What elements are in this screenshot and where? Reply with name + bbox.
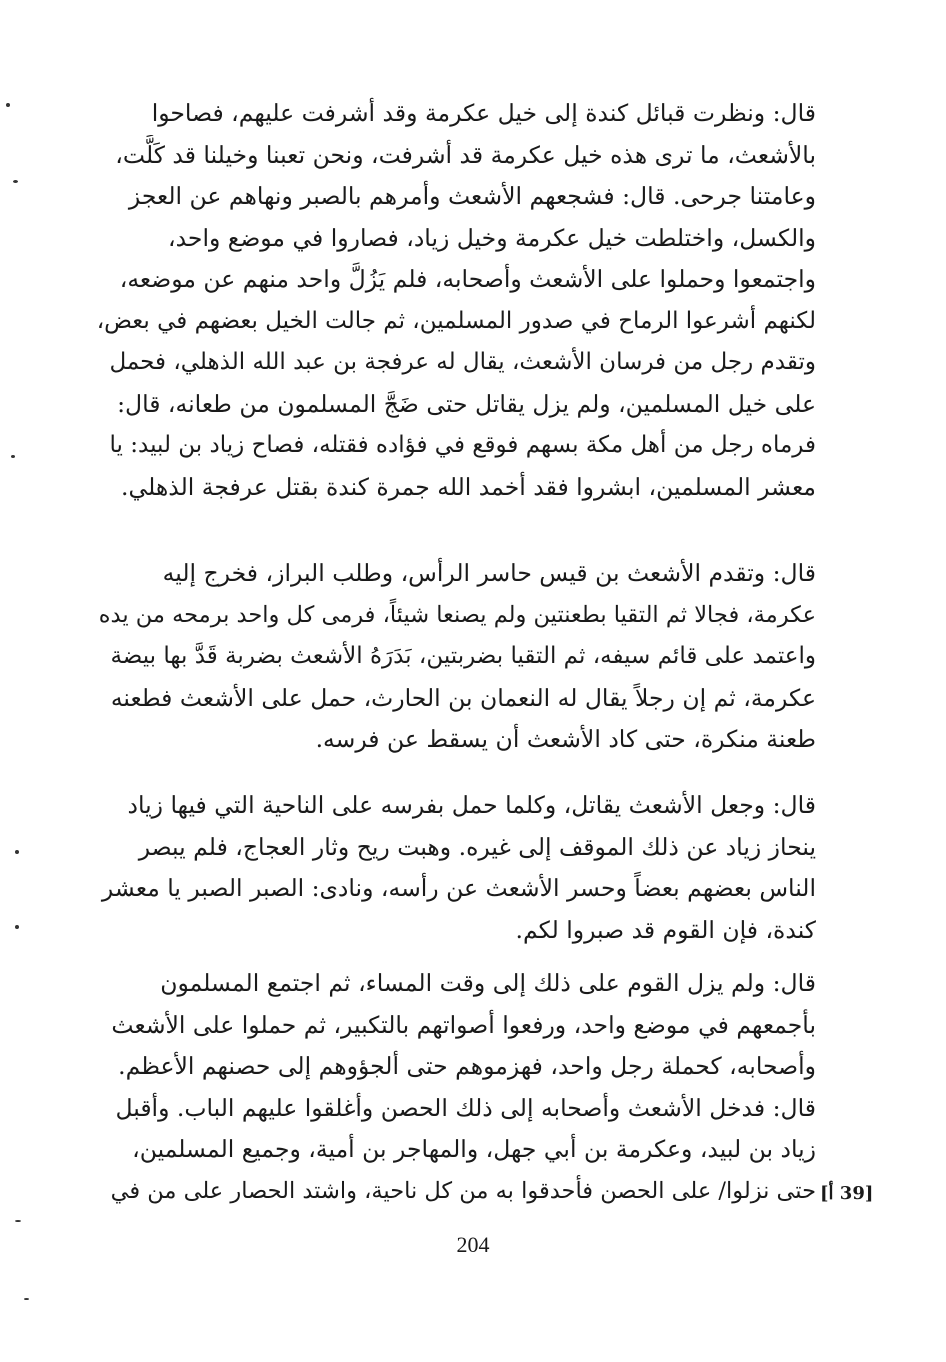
text-line: والكسل، واختلطت خيل عكرمة وخيل زياد، فصاروا في موضع واحد،: [168, 223, 816, 252]
text-line: طعنة منكرة، حتى كاد الأشعث أن يسقط عن فرسه.: [315, 725, 816, 753]
page-number: 204: [456, 1232, 490, 1257]
scan-speck: [13, 180, 18, 183]
scan-speck: [15, 850, 19, 854]
scan-speck: [11, 455, 15, 458]
text-line: قال: ونظرت قبائل كندة إلى خيل عكرمة وقد أشرفت عليهم، فصاحوا: [151, 99, 816, 127]
text-line: على خيل المسلمين، ولم يزل يقاتل حتى ضَجَّ المسلمون من طعانه، قال:: [117, 389, 816, 418]
text-line: حتى نزلوا/ على الحصن فأحدقوا به من كل ناحية، واشتد الحصار على من في: [110, 1177, 816, 1204]
scan-speck: [6, 103, 10, 107]
text-line: قال: وجعل الأشعث يقاتل، وكلما حمل بفرسه على الناحية التي فيها زياد: [127, 791, 816, 819]
scan-speck: [15, 925, 19, 929]
text-line: وعامتنا جرحى. قال: فشجعهم الأشعث وأمرهم بالصبر ونهاهم عن العجز: [128, 182, 816, 210]
text-line: الناس بعضهم بعضاً وحسر الأشعث عن رأسه، ونادى: الصبر الصبر يا معشر: [101, 874, 816, 902]
paragraph-4: [96, 963, 816, 1212]
text-line: ينحاز زياد عن ذلك الموقف إلى غيره. وهبت ريح وثار العجاج، فلم يبصر: [138, 832, 816, 861]
paragraph-3: [96, 785, 816, 951]
text-line: عكرمة، فجالا ثم التقيا بطعنتين ولم يصنعا شيئاً، فرمى كل واحد برمحه من يده: [98, 601, 816, 628]
text-line: واعتمد على قائم سيفه، ثم التقيا بضربتين، بَدَرَهُ الأشعث بضربة قَدَّ بها بيضة: [110, 643, 816, 669]
scan-speck: [24, 1298, 29, 1300]
text-line: بأجمعهم في موضع واحد، ورفعوا أصواتهم بالتكبير، ثم حملوا على الأشعث: [111, 1010, 816, 1039]
scan-speck: [15, 1220, 21, 1222]
paragraph-1: [96, 93, 816, 508]
text-line: لكنهم أشرعوا الرماح في صدور المسلمين، ثم جالت الخيل بعضهم في بعض،: [96, 307, 816, 334]
text-line: وتقدم رجل من فرسان الأشعث، يقال له عرفجة بن عبد الله الذهلي، فحمل: [109, 349, 816, 375]
text-line: قال: فدخل الأشعث وأصحابه إلى ذلك الحصن وأغلقوا عليهم الباب. وأقبل: [115, 1093, 816, 1122]
paragraph-2: [96, 553, 816, 761]
text-line: كندة، فإن القوم قد صبروا لكم.: [515, 915, 816, 944]
text-line: فرماه رجل من أهل مكة بسهم فوقع في فؤاده فقتله، فصاح زياد بن لبيد: يا: [109, 432, 816, 458]
text-line: واجتمعوا وحملوا على الأشعث وأصحابه، فلم يَزُلَّ واحد منهم عن موضعه،: [119, 265, 816, 293]
text-line: معشر المسلمين، ابشروا فقد أخمد الله جمرة كندة بقتل عرفجة الذهلي.: [121, 472, 816, 501]
text-line: زياد بن لبيد، وعكرمة بن أبي جهل، والمهاجر بن أمية، وجميع المسلمين،: [132, 1135, 816, 1163]
folio-margin-note: [39 أ]: [820, 1183, 874, 1204]
text-line: قال: ولم يزل القوم على ذلك إلى وقت المساء، ثم اجتمع المسلمون: [160, 969, 816, 997]
text-line: بالأشعث، ما ترى هذه خيل عكرمة قد أشرفت، ونحن تعبنا وخيلنا قد كَلَّت،: [115, 140, 816, 169]
text-line: عكرمة، ثم إن رجلاً يقال له النعمان بن الحارث، حمل على الأشعث فطعنه: [110, 683, 816, 712]
text-line: وأصحابه، كحملة رجل واحد، فهزموهم حتى ألجؤوهم إلى حصنهم الأعظم.: [118, 1052, 816, 1080]
text-line: قال: وتقدم الأشعث بن قيس حاسر الرأس، وطلب البراز، فخرج إليه: [162, 559, 816, 587]
